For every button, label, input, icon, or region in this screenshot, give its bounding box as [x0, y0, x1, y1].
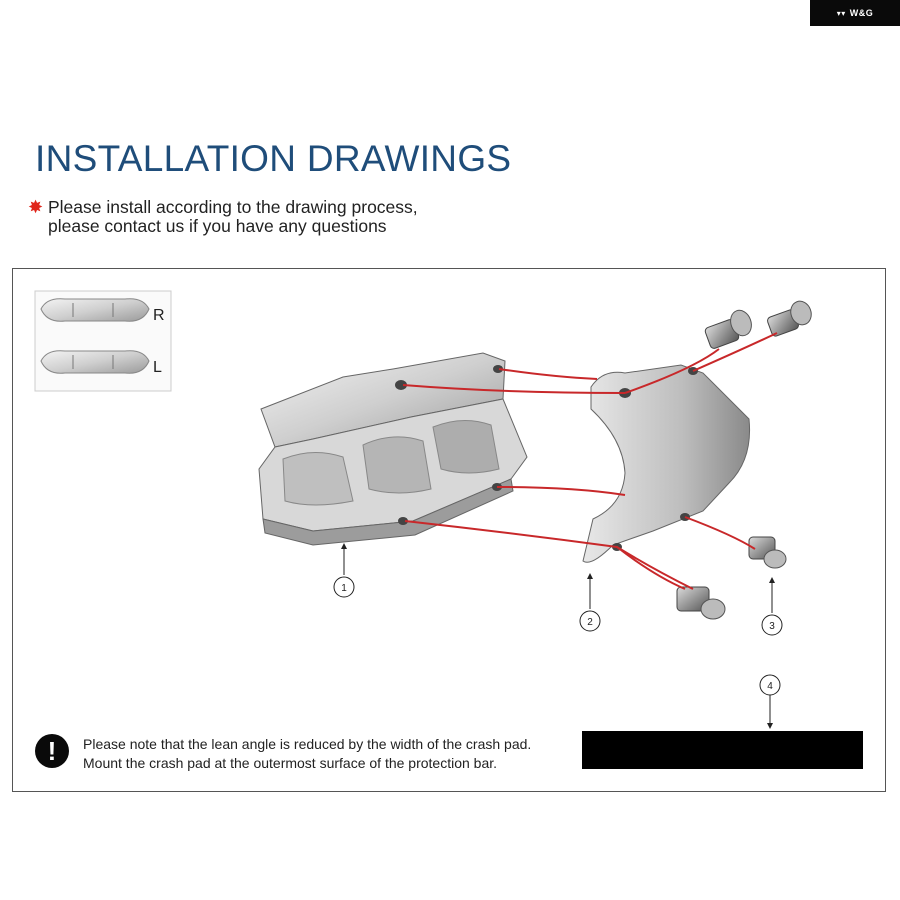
instruction-line-1: Please install according to the drawing process, [48, 197, 418, 217]
installation-drawing-frame [12, 268, 886, 792]
bolt-top-1 [704, 307, 755, 349]
right-label: R [153, 307, 165, 324]
installation-diagram [13, 269, 887, 793]
brand-badge [810, 0, 900, 26]
exclamation-icon: ! [35, 734, 69, 768]
instruction-line-2: please contact us if you have any questions [48, 216, 387, 236]
pad-thumbnail [35, 291, 171, 391]
warning-line-1: Please note that the lean angle is reduced by the width of the crash pad. [83, 736, 532, 752]
right-pad-thumbnail [41, 299, 149, 322]
brand-logo-icon: ▾▾ [836, 8, 846, 18]
instruction-note [28, 198, 418, 236]
svg-text:3: 3 [769, 621, 775, 632]
page-title: INSTALLATION DRAWINGS [35, 138, 512, 179]
bolt-bottom-1 [749, 537, 786, 568]
crash-pad-part [259, 353, 527, 545]
brand-text: W&G [849, 8, 874, 18]
asterisk-icon: ✸ [28, 197, 44, 217]
bolt-top-2 [766, 298, 814, 337]
bolt-bottom-2 [677, 587, 725, 619]
warning-note [83, 735, 531, 773]
warning-line-2: Mount the crash pad at the outermost surface of the protection bar. [83, 755, 498, 771]
left-label: L [153, 359, 162, 376]
callout-1 [334, 543, 354, 597]
callout-2 [580, 573, 600, 631]
callout-3 [762, 577, 782, 635]
redacted-bar [582, 731, 863, 769]
svg-text:1: 1 [341, 583, 347, 594]
left-pad-thumbnail [41, 351, 149, 374]
callout-4 [760, 675, 780, 729]
svg-text:2: 2 [587, 617, 593, 628]
svg-text:4: 4 [767, 681, 773, 692]
